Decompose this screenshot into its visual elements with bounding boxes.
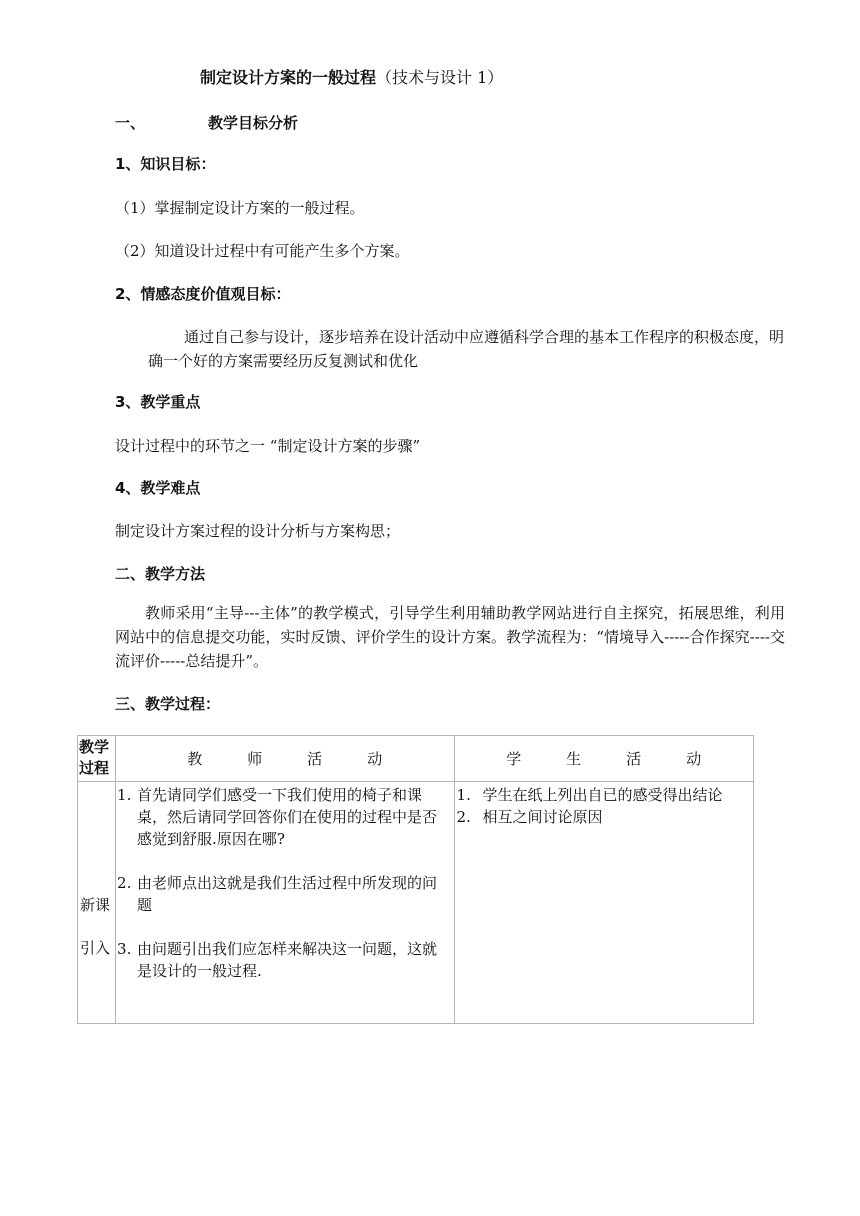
teacher-activity-cell [116,782,455,1024]
list-item-number: 1. [456,786,471,804]
knowledge-heading: 1、知识目标： [115,155,216,173]
list-item-number: 1. [117,786,132,804]
page-title [200,67,503,89]
page-title-suffix: （技术与设计 1） [376,68,504,87]
header-student-activity: 学 生 活 动 [454,736,753,782]
list-item-number: 3. [117,940,132,958]
list-item-text: 由老师点出这就是我们生活过程中所发现的问题 [137,874,438,914]
table-row [78,782,754,1024]
list-item [117,784,448,850]
key-point-heading: 3、教学重点 [115,393,201,411]
student-activity-cell [454,782,753,1024]
table-header-row [78,736,754,782]
process-table [77,735,754,1024]
student-activity-list [455,782,753,828]
list-item-text: 相互之间讨论原因 [482,808,603,826]
list-item-text: 由问题引出我们应怎样来解决这一问题，这就是设计的一般过程. [137,940,438,980]
page-title-main: 制定设计方案的一般过程 [200,68,377,87]
stage-label-line-1: 新课 [80,896,111,914]
list-item-text: 首先请同学们感受一下我们使用的椅子和课桌，然后请同学回答你们在使用的过程中是否感觉到舒服.原因在哪? [137,786,438,848]
stage-cell [78,782,116,1024]
list-item [117,872,448,916]
teacher-activity-list [116,782,454,982]
method-heading: 二、教学方法 [115,565,206,583]
list-item [456,806,747,828]
list-item-text: 学生在纸上列出自已的感受得出结论 [482,786,723,804]
header-stage: 教学过程 [78,736,116,782]
emotion-text: 通过自己参与设计，逐步培养在设计活动中应遵循科学合理的基本工作程序的积极态度，明确一个好的方案需要经历反复测试和优化 [148,328,785,370]
stage-label-line-2: 引入 [80,939,111,957]
difficult-point-heading: 4、教学难点 [115,479,201,497]
method-text: 教师采用“主导---主体”的教学模式，引导学生利用辅助教学网站进行自主探究，拓展思维，利用网站中的信息提交功能，实时反馈、评价学生的设计方案。教学流程为：“情境导入-----合作探究----交流评价-----总结提升”。 [115,604,785,670]
list-item [117,938,448,982]
section-1-heading: 教学目标分析 [208,114,299,132]
knowledge-item-2: （2）知道设计过程中有可能产生多个方案。 [115,242,410,260]
emotion-heading: 2、情感态度价值观目标： [115,285,291,303]
header-teacher-activity: 教 师 活 动 [116,736,455,782]
process-heading: 三、教学过程： [115,695,221,713]
knowledge-item-1: （1）掌握制定设计方案的一般过程。 [115,199,365,217]
list-item-number: 2. [117,874,132,892]
section-1-number: 一、 [115,114,146,132]
list-item [456,784,747,806]
list-item-number: 2. [456,808,471,826]
key-point-text: 设计过程中的环节之一 “制定设计方案的步骤” [115,437,421,455]
difficult-point-text: 制定设计方案过程的设计分析与方案构思； [115,522,401,540]
